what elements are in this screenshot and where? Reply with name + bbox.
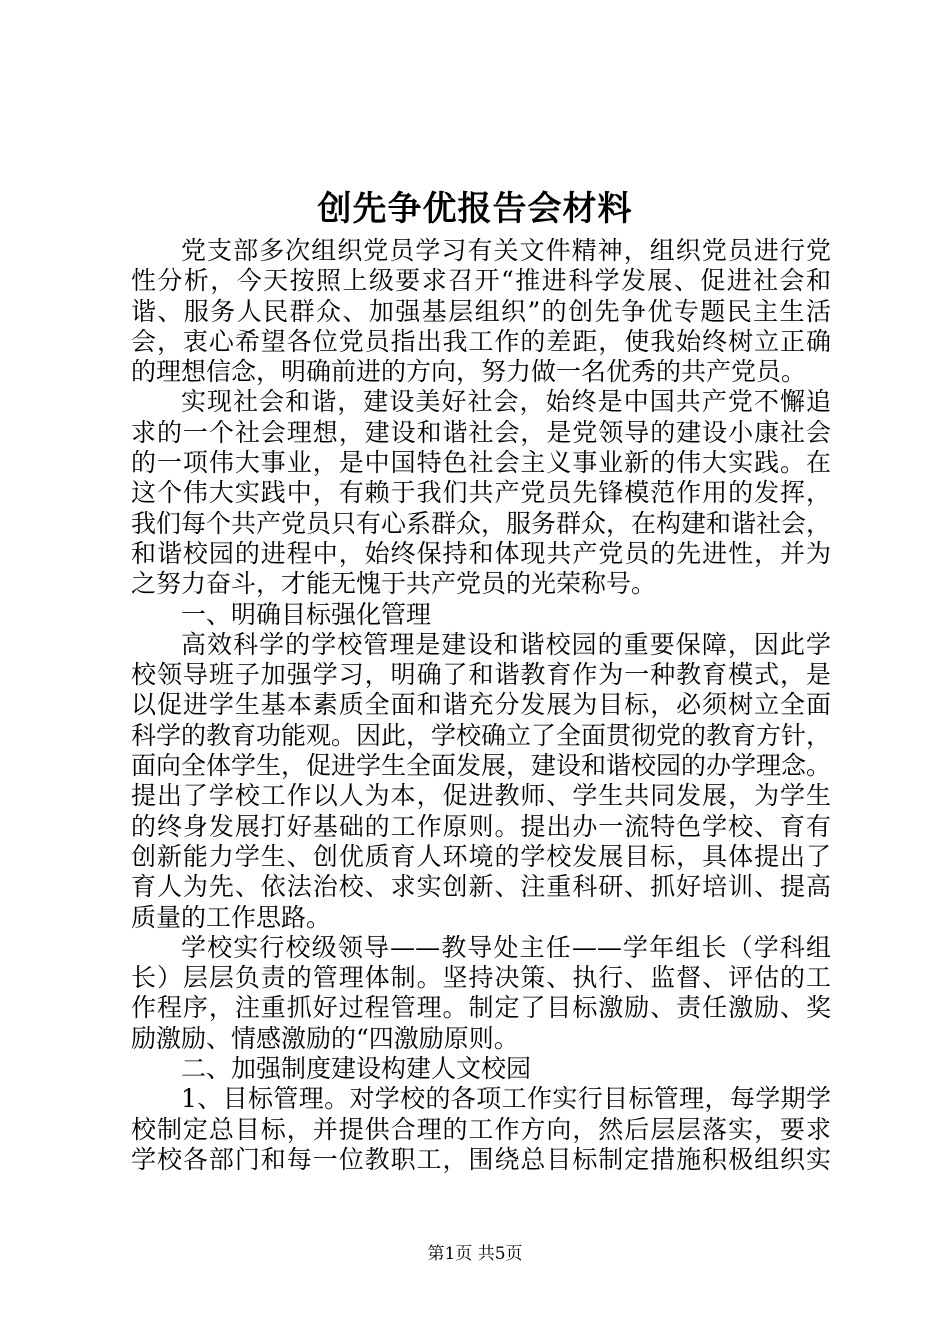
text-line: 这个伟大实践中，有赖于我们共产党员先锋模范作用的发挥， <box>131 478 831 508</box>
text-line: 谐、服务人民群众、加强基层组织”的创先争优专题民主生活 <box>131 296 831 326</box>
text-line: 的终身发展打好基础的工作原则。提出办一流特色学校、育有 <box>131 811 831 841</box>
text-line: 高效科学的学校管理是建设和谐校园的重要保障，因此学 <box>181 629 831 659</box>
text-line: 性分析，今天按照上级要求召开“推进科学发展、促进社会和 <box>131 266 831 296</box>
document-body <box>131 236 831 1175</box>
text-line: 以促进学生基本素质全面和谐充分发展为目标，必须树立全面 <box>131 690 831 720</box>
text-line: 长）层层负责的管理体制。坚持决策、执行、监督、评估的工 <box>131 963 831 993</box>
text-line: 质量的工作思路。 <box>131 902 332 932</box>
text-line: 会，衷心希望各位党员指出我工作的差距，使我始终树立正确 <box>131 326 831 356</box>
text-line: 校制定总目标，并提供合理的工作方向，然后层层落实，要求 <box>131 1114 831 1144</box>
text-line: 1、目标管理。对学校的各项工作实行目标管理，每学期学 <box>181 1084 831 1114</box>
text-line: 实现社会和谐，建设美好社会，始终是中国共产党不懈追 <box>181 387 831 417</box>
text-line: 面向全体学生，促进学生全面发展，建设和谐校园的办学理念。 <box>131 751 832 781</box>
text-line: 育人为先、依法治校、求实创新、注重科研、抓好培训、提高 <box>131 872 831 902</box>
text-line: 之努力奋斗，才能无愧于共产党员的光荣称号。 <box>131 569 657 599</box>
text-line: 党支部多次组织党员学习有关文件精神，组织党员进行党 <box>181 236 831 265</box>
text-line: 求的一个社会理想，建设和谐社会，是党领导的建设小康社会 <box>131 417 831 447</box>
text-line: 提出了学校工作以人为本，促进教师、学生共同发展，为学生 <box>131 781 831 811</box>
text-line: 我们每个共产党员只有心系群众，服务群众，在构建和谐社会， <box>131 508 832 538</box>
text-line: 的理想信念，明确前进的方向，努力做一名优秀的共产党员。 <box>131 357 807 387</box>
text-line: 一、明确目标强化管理 <box>181 599 432 629</box>
text-line: 的一项伟大事业，是中国特色社会主义事业新的伟大实践。在 <box>131 448 831 478</box>
text-line: 学校实行校级领导——教导处主任——学年组长（学科组 <box>181 932 831 962</box>
text-line: 创新能力学生、创优质育人环境的学校发展目标，具体提出了 <box>131 841 831 871</box>
text-line: 科学的教育功能观。因此，学校确立了全面贯彻党的教育方针， <box>131 720 832 750</box>
text-line: 学校各部门和每一位教职工，围绕总目标制定措施积极组织实 <box>131 1144 831 1174</box>
text-line: 作程序，注重抓好过程管理。制定了目标激励、责任激励、奖 <box>131 993 831 1023</box>
text-line: 和谐校园的进程中，始终保持和体现共产党员的先进性，并为 <box>131 538 831 568</box>
text-line: 校领导班子加强学习，明确了和谐教育作为一种教育模式，是 <box>131 660 831 690</box>
page-footer: 第1页 共5页 <box>427 1244 523 1264</box>
text-line: 二、加强制度建设构建人文校园 <box>181 1054 532 1084</box>
document-title: 创先争优报告会材料 <box>317 189 633 229</box>
text-line: 励激励、情感激励的“四激励原则。 <box>131 1023 519 1053</box>
